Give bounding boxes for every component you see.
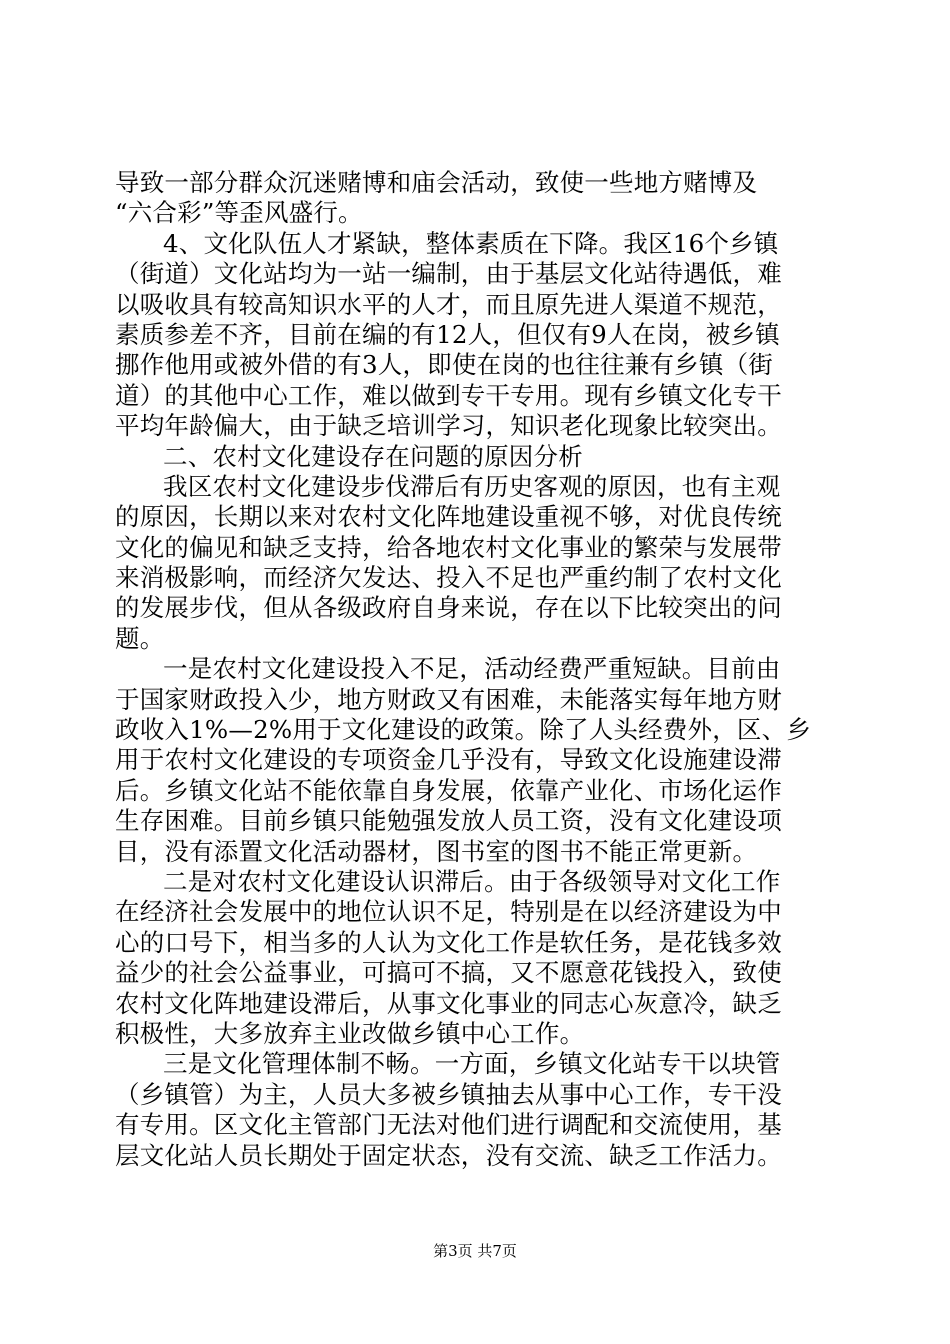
text-line: 的原因，长期以来对农村文化阵地建设重视不够，对优良传统 — [115, 502, 782, 532]
text-line: （乡镇管）为主，人员大多被乡镇抽去从事中心工作，专干没 — [115, 1079, 782, 1109]
text-line: 有专用。区文化主管部门无法对他们进行调配和交流使用，基 — [115, 1110, 782, 1140]
text-line: 文化的偏见和缺乏支持，给各地农村文化事业的繁荣与发展带 — [115, 532, 782, 562]
text-line: 后。乡镇文化站不能依靠自身发展，依靠产业化、市场化运作 — [115, 775, 782, 805]
text-line: （街道）文化站均为一站一编制，由于基层文化站待遇低，难 — [115, 259, 782, 289]
text-line: 道）的其他中心工作，难以做到专干专用。现有乡镇文化专干 — [115, 380, 782, 410]
text-line: 二、农村文化建设存在问题的原因分析 — [163, 441, 583, 471]
text-line: 心的口号下，相当多的人认为文化工作是软任务，是花钱多效 — [115, 927, 782, 957]
page-footer — [0, 1241, 950, 1261]
text-line: 生存困难。目前乡镇只能勉强发放人员工资，没有文化建设项 — [115, 806, 782, 836]
text-line: 我区农村文化建设步伐滞后有历史客观的原因，也有主观 — [163, 471, 781, 501]
text-line: 来消极影响，而经济欠发达、投入不足也严重约制了农村文化 — [115, 563, 782, 593]
text-line: 4、文化队伍人才紧缺，整体素质在下降。我区16个乡镇 — [163, 228, 779, 258]
text-line: 导致一部分群众沉迷赌博和庙会活动，致使一些地方赌博及 — [115, 168, 758, 197]
page-number-label: 第3页 共7页 — [433, 1242, 517, 1260]
text-line: 目，没有添置文化活动器材，图书室的图书不能正常更新。 — [115, 836, 758, 866]
text-line: 平均年龄偏大，由于缺乏培训学习，知识老化现象比较突出。 — [115, 411, 782, 441]
text-line: 二是对农村文化建设认识滞后。由于各级领导对文化工作 — [163, 866, 781, 896]
text-line: 积极性，大多放弃主业改做乡镇中心工作。 — [115, 1018, 585, 1048]
text-line: 一是农村文化建设投入不足，活动经费严重短缺。目前由 — [163, 654, 781, 684]
text-line: 素质参差不齐，目前在编的有12人，但仅有9人在岗，被乡镇 — [115, 319, 780, 349]
text-line: 以吸收具有较高知识水平的人才，而且原先进人渠道不规范， — [115, 289, 782, 319]
text-line: 题。 — [115, 623, 165, 653]
text-line: 益少的社会公益事业，可搞可不搞，又不愿意花钱投入，致使 — [115, 958, 782, 988]
text-line: 挪作他用或被外借的有3人，即使在岗的也往往兼有乡镇（街 — [115, 350, 773, 380]
text-line: 政收入1%—2%用于文化建设的政策。除了人头经费外，区、乡 — [115, 715, 812, 745]
text-line: 用于农村文化建设的专项资金几乎没有，导致文化设施建设滞 — [115, 745, 782, 775]
text-line: 农村文化阵地建设滞后，从事文化事业的同志心灰意冷，缺乏 — [115, 988, 782, 1018]
text-line: 于国家财政投入少，地方财政又有困难，未能落实每年地方财 — [115, 684, 782, 714]
text-line: 的发展步伐，但从各级政府自身来说，存在以下比较突出的问 — [115, 593, 782, 623]
text-line: 在经济社会发展中的地位认识不足，特别是在以经济建设为中 — [115, 897, 782, 927]
text-line: “六合彩”等歪风盛行。 — [115, 198, 363, 228]
text-line: 三是文化管理体制不畅。一方面，乡镇文化站专干以块管 — [163, 1049, 781, 1079]
text-line: 层文化站人员长期处于固定状态，没有交流、缺乏工作活力。 — [115, 1140, 782, 1170]
document-body — [115, 168, 837, 1171]
